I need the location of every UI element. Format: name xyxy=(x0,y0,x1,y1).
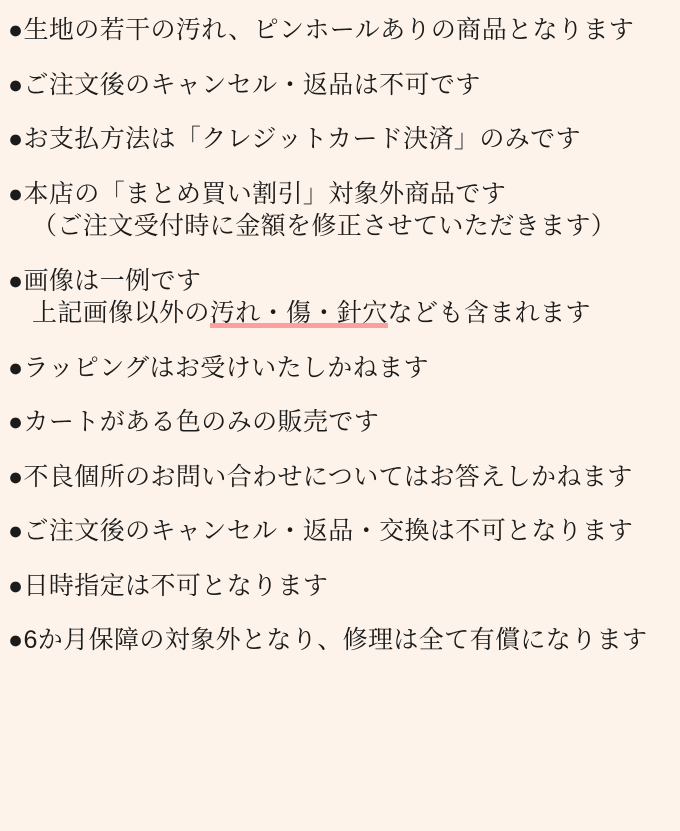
notice-line: ●カートがある色のみの販売です xyxy=(8,408,380,436)
spacer xyxy=(8,548,672,570)
notice-item xyxy=(8,461,672,494)
notice-item xyxy=(8,123,672,156)
spacer xyxy=(8,47,672,69)
notice-item xyxy=(8,265,672,330)
notice-subline: （ご注文受付時に金額を修正させていただきます） xyxy=(32,212,617,240)
spacer xyxy=(8,602,672,624)
notice-item xyxy=(8,515,672,548)
subline-tail: なども含まれます xyxy=(387,299,591,327)
spacer xyxy=(8,156,672,178)
marker-highlight: 汚れ・傷・針穴 xyxy=(209,299,388,327)
notice-line: ●日時指定は不可となります xyxy=(8,571,329,600)
notice-item xyxy=(8,624,672,657)
notice-line: ●生地の若干の汚れ、ピンホールありの商品となります xyxy=(8,16,635,44)
spacer xyxy=(8,439,672,461)
spacer xyxy=(8,243,672,265)
notice-subline-marked xyxy=(8,297,672,330)
spacer xyxy=(8,101,672,123)
notice-line: ●ご注文後のキャンセル・返品・交換は不可となります xyxy=(8,517,634,545)
notice-line: ●画像は一例です xyxy=(8,266,202,295)
notice-line: ●ご注文後のキャンセル・返品は不可です xyxy=(8,70,481,99)
spacer xyxy=(8,493,672,515)
notice-item xyxy=(8,352,672,385)
notice-line: ●お支払方法は「クレジットカード決済」のみです xyxy=(8,125,581,153)
notice-item xyxy=(8,570,672,603)
notice-item xyxy=(8,14,672,47)
spacer xyxy=(8,330,672,352)
subline-head: 上記画像以外の xyxy=(32,299,210,327)
spacer xyxy=(8,384,672,406)
notice-line: ●不良個所のお問い合わせについてはお答えしかねます xyxy=(8,462,633,491)
notice-line: ●6か月保障の対象外となり、修理は全て有償になります xyxy=(8,626,648,654)
notice-item xyxy=(8,178,672,243)
notice-item xyxy=(8,406,672,439)
notice-line: ●ラッピングはお受けいたしかねます xyxy=(8,353,429,382)
notice-line: ●本店の「まとめ買い割引」対象外商品です xyxy=(8,179,507,208)
notice-item xyxy=(8,69,672,102)
